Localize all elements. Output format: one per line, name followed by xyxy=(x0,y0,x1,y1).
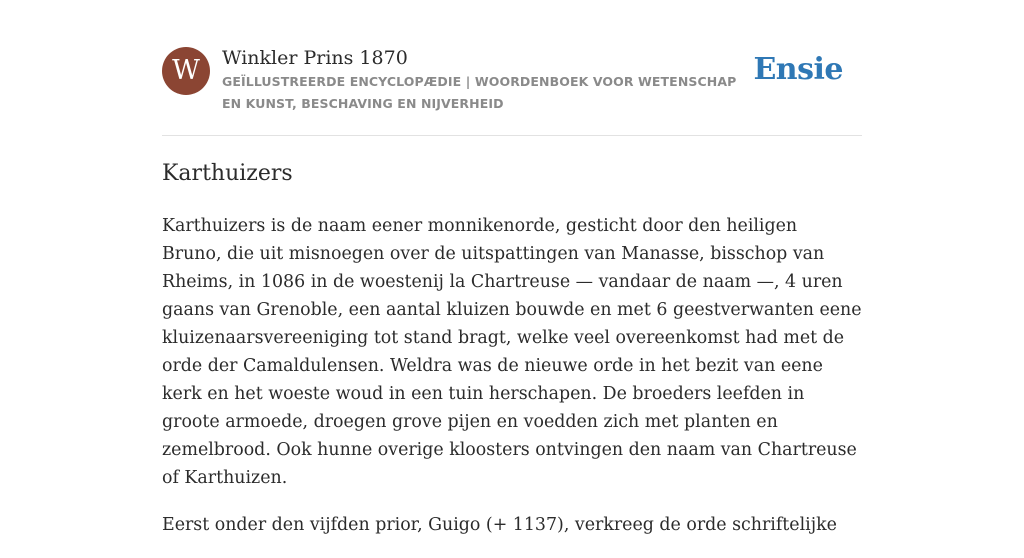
page-title: Karthuizers xyxy=(162,161,293,186)
brand-logo[interactable]: Ensie xyxy=(753,52,843,87)
avatar[interactable]: W xyxy=(162,47,210,95)
source-subtitle: GEÏLLUSTREERDE ENCYCLOPÆDIE | WOORDENBOEK VOOR WETENSCHAP EN KUNST, BESCHAVING EN NIJVERHEID xyxy=(222,74,737,111)
source-title[interactable]: Winkler Prins 1870 xyxy=(222,47,408,69)
source-info xyxy=(222,44,742,115)
article-body xyxy=(162,212,862,558)
article-paragraph: Karthuizers is de naam eener monnikenorde, gesticht door den heiligen Bruno, die uit misnoegen over de uitspattingen van Manasse, bisschop van Rheims, in 1086 in de woestenij la Chartreuse — vandaar de naam —, 4 uren gaans van Grenoble, een aantal kluizen bouwde en met 6 geestverwanten eene kluizenaarsvereeniging tot stand bragt, welke veel overeenkomst had met de orde der Camaldulensen. Weldra was de nieuwe orde in het bezit van eene kerk en het woeste woud in een tuin herschapen. De broeders leefden in groote armoede, droegen grove pijen en voedden zich met planten en zemelbrood. Ook hunne overige kloosters ontvingen den naam van Chartreuse of Karthuizen. xyxy=(162,216,862,488)
divider xyxy=(162,135,862,136)
article-paragraph: Eerst onder den vijfden prior, Guigo (+ 1137), verkreeg de orde schriftelijke xyxy=(162,515,837,535)
source-header xyxy=(162,44,862,136)
